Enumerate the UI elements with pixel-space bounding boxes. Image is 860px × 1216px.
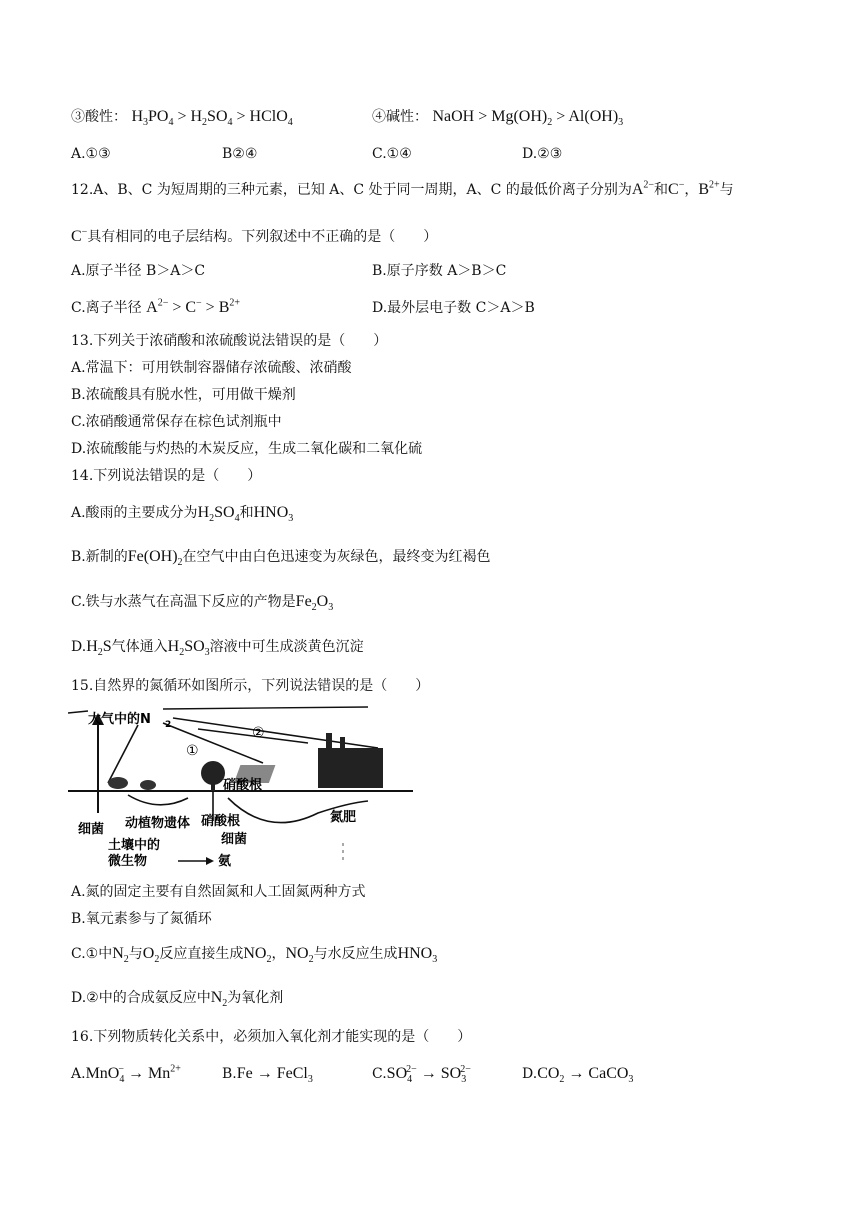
q13-stem: 13.下列关于浓硝酸和浓硫酸说法错误的是（ ） <box>71 333 388 349</box>
label-nitrate-2: 硝酸根 <box>201 814 241 829</box>
q12-option-a: A.原子半径 B＞A＞C <box>71 263 206 279</box>
q12-option-c: C.离子半径 $A^{2-} > C^- > B^{2+}$ <box>71 297 241 316</box>
q11-option-b: B②④ <box>222 146 258 162</box>
svg-text:2: 2 <box>165 720 172 730</box>
q11-option-d: D.②③ <box>522 146 563 162</box>
label-fertilizer: 氮肥 <box>330 810 357 825</box>
label-microbe: 微生物 <box>108 854 148 869</box>
q12-stem-line2: C−具有相同的电子层结构。下列叙述中不正确的是（ ） <box>71 226 438 245</box>
label-circle-2: ② <box>252 725 265 741</box>
label-circle-1: ① <box>186 743 199 759</box>
q15-stem: 15.自然界的氮循环如图所示，下列说法错误的是（ ） <box>71 678 430 694</box>
q13-option-c: C.浓硝酸通常保存在棕色试剂瓶中 <box>71 414 282 430</box>
label-ammonia: 氨 <box>218 854 232 869</box>
q11-option-c: C.①④ <box>372 146 412 162</box>
label-nitrate-1: 硝酸根 <box>223 778 263 793</box>
q15-option-c: C.①中$N_2$与$O_2$反应直接生成$NO_2$，$NO_2$与水反应生成$HNO_3$ <box>71 945 438 966</box>
label-remains: 动植物遗体 <box>125 816 191 831</box>
q16-stem: 16.下列物质转化关系中，必须加入氧化剂才能实现的是（ ） <box>71 1029 472 1045</box>
q16-option-c: $C.SO_4^{2-} \to SO_3^{2-}$ <box>372 1063 471 1086</box>
q11-statement-4: ④碱性： NaOH > $Mg(OH)_2 > Al(OH)_3$ <box>372 108 624 129</box>
q14-option-d: $D.H_2S$气体通入$H_2SO_3$溶液中可生成淡黄色沉淀 <box>71 638 364 659</box>
nitrogen-cycle-figure <box>68 703 418 873</box>
q12-option-b: B.原子序数 A＞B＞C <box>372 263 507 279</box>
q15-option-a: A.氮的固定主要有自然固氮和人工固氮两种方式 <box>71 884 366 900</box>
q11-statement-3: ③酸性： $H_3PO_4 > H_2SO_4$ > HClO$_4$ <box>71 108 293 129</box>
label-air-n2: 大气中的N <box>88 712 151 727</box>
q14-stem: 14.下列说法错误的是（ ） <box>71 468 262 484</box>
q14-option-b: B.新制的$Fe(OH)_2$在空气中由白色迅速变为灰绿色，最终变为红褐色 <box>71 548 491 569</box>
label-bacteria-2: 细菌 <box>221 832 248 847</box>
basicity-formula: NaOH > $Mg(OH)_2 > Al(OH)_3$ <box>432 108 624 129</box>
q14-option-c: C.铁与水蒸气在高温下反应的产物是$Fe_2O_3$ <box>71 593 334 614</box>
q16-option-b: B.Fe → FeCl$_3$ <box>222 1065 313 1086</box>
q14-option-a: A.酸雨的主要成分为$H_2SO_4$和$HNO_3$ <box>71 504 294 525</box>
q16-option-a: $A.MnO_4^- \to Mn^{2+}$ <box>71 1063 181 1086</box>
acidity-formula: $H_3PO_4 > H_2SO_4$ > HClO$_4$ <box>131 108 293 129</box>
q11-option-a: A.①③ <box>71 146 111 162</box>
q13-option-b: B.浓硫酸具有脱水性，可用做干燥剂 <box>71 387 296 403</box>
q15-option-d: D.②中的合成氨反应中$N_2$为氧化剂 <box>71 989 284 1010</box>
q16-option-d: $D.CO_2$ → CaCO$_3$ <box>522 1065 634 1086</box>
q15-option-b: B.氧元素参与了氮循环 <box>71 911 212 927</box>
q13-option-a: A.常温下：可用铁制容器储存浓硫酸、浓硝酸 <box>71 360 352 376</box>
q12-option-d: D.最外层电子数 C＞A＞B <box>372 300 535 316</box>
label-soil: 土壤中的 <box>108 838 161 853</box>
q12-stem-line1: 12.A、B、C 为短周期的三种元素，已知 A、C 处于同一周期，A、C 的最低价离子分别为$A^{2-}$和C−，$B^{2+}$与 <box>71 179 734 198</box>
q13-option-d: D.浓硫酸能与灼热的木炭反应，生成二氧化碳和二氧化硫 <box>71 441 423 457</box>
label-bacteria: 细菌 <box>78 822 105 837</box>
